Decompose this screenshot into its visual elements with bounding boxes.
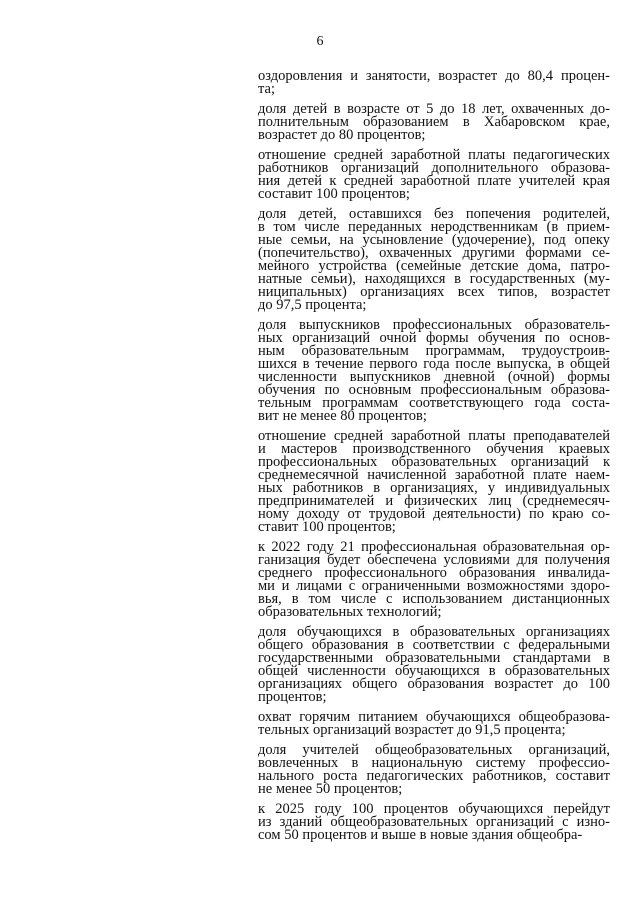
text-line: оздоровления и занятости, возрастет до 80,4 процен- bbox=[258, 68, 610, 84]
text-line: возрастет до 80 процентов; bbox=[258, 127, 426, 143]
text-line: ставит 100 процентов; bbox=[258, 519, 396, 535]
text-line: шихся в течение первого года после выпуска, в общей bbox=[258, 356, 610, 372]
text-line: к 2022 году 21 профессиональная образовательная ор- bbox=[258, 539, 610, 555]
text-line: численности выпускников дневной (очной) формы bbox=[258, 369, 610, 385]
text-line: охват горячим питанием обучающихся общеобразова- bbox=[258, 709, 610, 725]
document-body bbox=[258, 70, 610, 849]
page-number: 6 bbox=[316, 34, 324, 49]
text-line: образовательных технологий; bbox=[258, 604, 442, 620]
text-line: отношение средней заработной платы педагогических bbox=[258, 147, 610, 163]
text-line: процентов; bbox=[258, 689, 327, 705]
text-line: вья, в том числе с использованием дистанционных bbox=[258, 591, 610, 607]
text-line: ному доходу от трудовой деятельности) по краю со- bbox=[258, 506, 610, 522]
text-line: предпринимателей и физических лиц (среднемесяч- bbox=[258, 493, 610, 509]
paragraph bbox=[258, 626, 610, 704]
text-line: доля детей в возрасте от 5 до 18 лет, охваченных до- bbox=[258, 101, 610, 117]
text-line: доля детей, оставшихся без попечения родителей, bbox=[258, 206, 610, 222]
text-line: отношение средней заработной платы преподавателей bbox=[258, 428, 610, 444]
text-line: ганизация будет обеспечена условиями для получения bbox=[258, 552, 610, 568]
text-line: до 97,5 процента; bbox=[258, 297, 367, 313]
text-line: натные семьи), находящихся в государственных (му- bbox=[258, 271, 610, 287]
text-line: ми и лицами с ограниченными возможностями здоро- bbox=[258, 578, 610, 594]
text-line: обучения по основным профессиональным образова- bbox=[258, 382, 610, 398]
text-line: доля выпускников профессиональных образователь- bbox=[258, 317, 610, 333]
text-line: общего образования в соответствии с федеральными bbox=[258, 637, 610, 653]
text-line: организациях общего образования возрастет до 100 bbox=[258, 676, 610, 692]
text-line: ных организаций очной формы обучения по основ- bbox=[258, 330, 610, 346]
text-line: ным образовательным программам, трудоустроив- bbox=[258, 343, 610, 359]
text-line: государственными образовательными стандартами в bbox=[258, 650, 610, 666]
text-line: тельных организаций возрастет до 91,5 процента; bbox=[258, 722, 566, 738]
text-line: работников организаций дополнительного образова- bbox=[258, 160, 610, 176]
text-line: к 2025 году 100 процентов обучающихся перейдут bbox=[258, 801, 610, 817]
text-line: вит не менее 80 процентов; bbox=[258, 408, 427, 424]
text-line: (попечительство), охваченных другими формами се- bbox=[258, 245, 610, 261]
paragraph bbox=[258, 711, 610, 737]
text-line: та; bbox=[258, 81, 275, 97]
text-line: ных работников в организациях, у индивидуальных bbox=[258, 480, 610, 496]
paragraph bbox=[258, 803, 610, 842]
text-line: вовлеченных в национальную систему профессио- bbox=[258, 755, 610, 771]
text-line: профессиональных образовательных организаций к bbox=[258, 454, 610, 470]
text-line: ния детей к средней заработной плате учителей края bbox=[258, 173, 610, 189]
paragraph bbox=[258, 744, 610, 796]
text-line: доля обучающихся в образовательных организациях bbox=[258, 624, 610, 640]
text-line: среднего профессионального образования инвалида- bbox=[258, 565, 610, 581]
text-line: общей численности обучающихся в образовательных bbox=[258, 663, 610, 679]
text-line: сом 50 процентов и выше в новые здания общеобра- bbox=[258, 827, 583, 843]
text-line: ные семьи, на усыновление (удочерение), под опеку bbox=[258, 232, 610, 248]
text-line: нального роста педагогических работников, составит bbox=[258, 768, 610, 784]
text-line: не менее 50 процентов; bbox=[258, 781, 403, 797]
paragraph bbox=[258, 103, 610, 142]
text-line: в том числе переданных неродственникам (в прием- bbox=[258, 219, 610, 235]
paragraph bbox=[258, 319, 610, 423]
text-line: и мастеров производственного обучения краевых bbox=[258, 441, 610, 457]
paragraph bbox=[258, 208, 610, 312]
text-line: ниципальных) организациях всех типов, возрастет bbox=[258, 284, 610, 300]
paragraph bbox=[258, 149, 610, 201]
text-line: среднемесячной начисленной заработной плате наем- bbox=[258, 467, 610, 483]
text-line: доля учителей общеобразовательных организаций, bbox=[258, 742, 610, 758]
text-line: мейного устройства (семейные детские дома, патро- bbox=[258, 258, 610, 274]
paragraph bbox=[258, 70, 610, 96]
text-line: из зданий общеобразовательных организаций с изно- bbox=[258, 814, 610, 830]
paragraph bbox=[258, 430, 610, 534]
text-line: тельным программам соответствующего года соста- bbox=[258, 395, 610, 411]
text-line: полнительным образованием в Хабаровском крае, bbox=[258, 114, 610, 130]
text-line: составит 100 процентов; bbox=[258, 186, 410, 202]
paragraph bbox=[258, 541, 610, 619]
